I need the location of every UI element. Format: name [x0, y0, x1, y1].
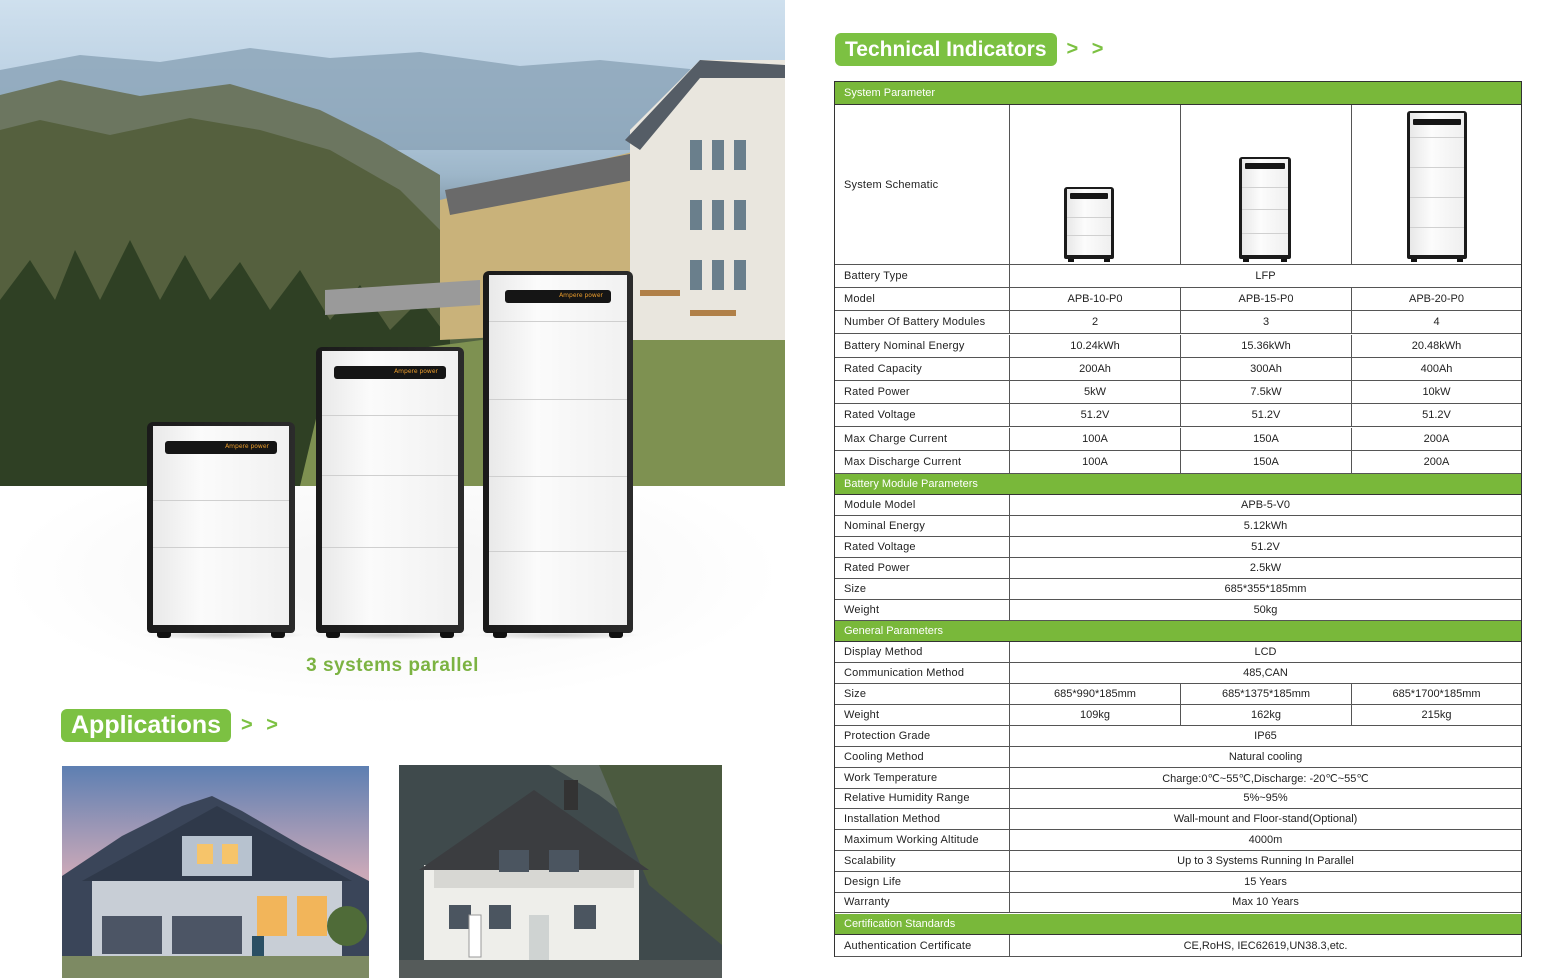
row-value: 2	[1009, 311, 1180, 333]
section-header-general	[835, 621, 1521, 642]
unit-brand-label: Ampere power	[559, 292, 603, 299]
row-label: Rated Voltage	[844, 541, 916, 553]
table-row	[835, 404, 1521, 427]
row-label: System Schematic	[844, 178, 939, 191]
schematic-apb-15	[1180, 105, 1351, 264]
unit-display	[334, 366, 446, 379]
row-value: 400Ah	[1351, 358, 1521, 380]
row-value: 109kg	[1009, 705, 1180, 725]
heading-label: Applications	[61, 709, 231, 742]
row-value: 20.48kWh	[1351, 335, 1521, 357]
row-value: 5.12kWh	[1009, 516, 1521, 536]
table-row	[835, 705, 1521, 726]
table-row	[835, 600, 1521, 621]
section-header-system	[835, 82, 1521, 105]
schematic-apb-10	[1009, 105, 1180, 264]
row-label: Max Charge Current	[844, 433, 948, 445]
double-arrow-icon: > >	[241, 714, 282, 736]
row-value: 2.5kW	[1009, 558, 1521, 578]
row-value: 485,CAN	[1009, 663, 1521, 683]
table-row	[835, 663, 1521, 684]
table-row	[835, 768, 1521, 789]
row-value: 685*1375*185mm	[1180, 684, 1351, 704]
row-value: 685*990*185mm	[1009, 684, 1180, 704]
row-label: Battery Nominal Energy	[844, 340, 965, 352]
table-row	[835, 788, 1521, 809]
table-row	[835, 428, 1521, 451]
row-value: 51.2V	[1351, 404, 1521, 426]
row-value: 200A	[1351, 428, 1521, 450]
table-row	[835, 726, 1521, 747]
row-value: 100A	[1009, 451, 1180, 473]
row-label: Weight	[844, 709, 880, 721]
row-value: 150A	[1180, 451, 1351, 473]
row-label: Nominal Energy	[844, 520, 926, 532]
table-row	[835, 872, 1521, 893]
table-row	[835, 935, 1521, 957]
section-header-certification	[835, 914, 1521, 935]
row-value: 10.24kWh	[1009, 335, 1180, 357]
application-photo-suburban-house	[62, 766, 369, 978]
row-value: 685*355*185mm	[1009, 579, 1521, 599]
row-value: 5kW	[1009, 381, 1180, 403]
row-value: APB-15-P0	[1180, 288, 1351, 310]
row-value: 50kg	[1009, 600, 1521, 620]
table-row	[835, 558, 1521, 579]
battery-schematic-icon	[1064, 187, 1114, 259]
table-row	[835, 265, 1521, 288]
row-label: Warranty	[844, 896, 890, 908]
row-value: APB-20-P0	[1351, 288, 1521, 310]
technical-table	[834, 81, 1522, 957]
row-value: 51.2V	[1009, 537, 1521, 557]
row-label: Relative Humidity Range	[844, 792, 970, 804]
row-label: Design Life	[844, 876, 902, 888]
schematic-apb-20	[1351, 105, 1521, 264]
row-label: Size	[844, 688, 867, 700]
table-row	[835, 451, 1521, 474]
table-row	[835, 747, 1521, 768]
table-row	[835, 579, 1521, 600]
row-label: Scalability	[844, 855, 896, 867]
unit-brand-label: Ampere power	[394, 368, 438, 375]
row-label: Display Method	[844, 646, 923, 658]
row-value: 685*1700*185mm	[1351, 684, 1521, 704]
row-label: Cooling Method	[844, 751, 924, 763]
row-label: Size	[844, 583, 867, 595]
row-label: Module Model	[844, 499, 916, 511]
table-row	[835, 892, 1521, 913]
section-title: Battery Module Parameters	[844, 478, 978, 490]
row-label: Max Discharge Current	[844, 456, 962, 468]
row-value: 215kg	[1351, 705, 1521, 725]
row-value: Up to 3 Systems Running In Parallel	[1009, 851, 1521, 871]
technical-indicators-heading	[835, 33, 1107, 66]
row-value: 15.36kWh	[1180, 335, 1351, 357]
row-value: Max 10 Years	[1009, 892, 1521, 912]
row-value: Charge:0℃~55℃,Discharge: -20℃~55℃	[1009, 768, 1521, 788]
section-header-module	[835, 474, 1521, 495]
table-row	[835, 311, 1521, 334]
table-row	[835, 495, 1521, 516]
applications-heading	[61, 709, 282, 742]
row-label: Rated Power	[844, 386, 910, 398]
row-label: Maximum Working Altitude	[844, 834, 979, 846]
row-value: Natural cooling	[1009, 747, 1521, 767]
row-value: 150A	[1180, 428, 1351, 450]
row-value: 100A	[1009, 428, 1180, 450]
row-label: Weight	[844, 604, 880, 616]
row-label: Model	[844, 293, 875, 305]
row-label: Rated Power	[844, 562, 910, 574]
table-row	[835, 851, 1521, 872]
row-label: Communication Method	[844, 667, 965, 679]
row-value: 162kg	[1180, 705, 1351, 725]
row-value: 4	[1351, 311, 1521, 333]
heading-label: Technical Indicators	[835, 33, 1057, 66]
schematic-row	[835, 105, 1521, 265]
row-value: 4000m	[1009, 830, 1521, 850]
unit-brand-label: Ampere power	[225, 443, 269, 450]
row-label: Rated Voltage	[844, 409, 916, 421]
row-value: 10kW	[1351, 381, 1521, 403]
section-title: General Parameters	[844, 625, 944, 637]
section-title: System Parameter	[844, 87, 936, 99]
row-value: CE,RoHS, IEC62619,UN38.3,etc.	[1009, 935, 1521, 956]
row-value: IP65	[1009, 726, 1521, 746]
parallel-caption: 3 systems parallel	[306, 655, 479, 676]
row-value: LCD	[1009, 642, 1521, 662]
battery-unit-medium	[316, 347, 464, 633]
row-value: 3	[1180, 311, 1351, 333]
table-row	[835, 809, 1521, 830]
row-label: Battery Type	[844, 270, 908, 282]
table-row	[835, 335, 1521, 358]
row-value: APB-10-P0	[1009, 288, 1180, 310]
row-value: LFP	[1009, 265, 1521, 287]
table-row	[835, 358, 1521, 381]
battery-unit-large	[483, 271, 633, 633]
battery-unit-small	[147, 422, 295, 633]
table-row	[835, 684, 1521, 705]
row-value: 15 Years	[1009, 872, 1521, 892]
row-label: Installation Method	[844, 813, 941, 825]
unit-display	[505, 290, 611, 303]
table-row	[835, 830, 1521, 851]
row-value: 7.5kW	[1180, 381, 1351, 403]
row-label: Number Of Battery Modules	[844, 316, 986, 328]
battery-schematic-icon	[1407, 111, 1467, 259]
row-value: Wall-mount and Floor-stand(Optional)	[1009, 809, 1521, 829]
application-photo-white-house	[399, 765, 722, 978]
row-value: 51.2V	[1009, 404, 1180, 426]
table-row	[835, 642, 1521, 663]
row-value: APB-5-V0	[1009, 495, 1521, 515]
row-value: 200Ah	[1009, 358, 1180, 380]
table-row	[835, 381, 1521, 404]
double-arrow-icon: > >	[1066, 38, 1108, 60]
table-row	[835, 288, 1521, 311]
row-value: 51.2V	[1180, 404, 1351, 426]
table-row	[835, 516, 1521, 537]
row-value: 200A	[1351, 451, 1521, 473]
row-value: 5%~95%	[1009, 788, 1521, 808]
row-label: Rated Capacity	[844, 363, 923, 375]
section-title: Certification Standards	[844, 918, 956, 930]
battery-schematic-icon	[1239, 157, 1291, 259]
row-label: Work Temperature	[844, 772, 938, 784]
unit-display	[165, 441, 277, 454]
row-value: 300Ah	[1180, 358, 1351, 380]
row-label: Authentication Certificate	[844, 939, 972, 952]
row-label: Protection Grade	[844, 730, 931, 742]
table-row	[835, 537, 1521, 558]
